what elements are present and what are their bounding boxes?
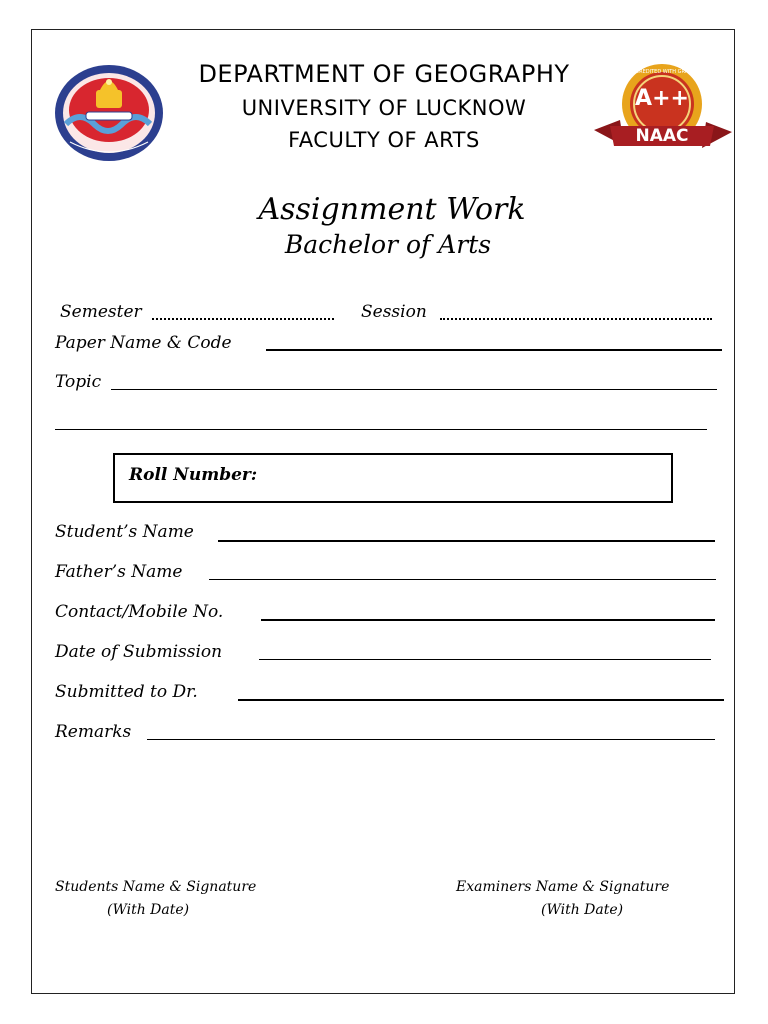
- semester-input-line[interactable]: [152, 318, 334, 320]
- contact-mobile-input-line[interactable]: [261, 619, 715, 621]
- naac-label-text: NAAC: [635, 126, 689, 146]
- university-title: UNIVERSITY OF LUCKNOW: [241, 96, 527, 120]
- examiner-signature-date: (With Date): [541, 902, 624, 918]
- fathers-name-label: Father’s Name: [55, 562, 183, 582]
- students-name-input-line[interactable]: [218, 540, 715, 542]
- semester-label: Semester: [60, 302, 142, 322]
- contact-mobile-label: Contact/Mobile No.: [55, 602, 224, 622]
- student-signature-label: Students Name & Signature: [55, 879, 257, 895]
- session-input-line[interactable]: [440, 318, 712, 320]
- roll-number-box[interactable]: [113, 453, 673, 503]
- topic-input-line[interactable]: [111, 389, 717, 390]
- examiner-signature-label: Examiners Name & Signature: [456, 879, 670, 895]
- student-signature-date: (With Date): [107, 902, 190, 918]
- date-of-submission-label: Date of Submission: [55, 642, 223, 662]
- paper-name-code-input-line[interactable]: [266, 349, 722, 351]
- students-name-label: Student’s Name: [55, 522, 194, 542]
- remarks-label: Remarks: [55, 722, 132, 742]
- date-of-submission-input-line[interactable]: [259, 659, 711, 660]
- department-title: DEPARTMENT OF GEOGRAPHY: [198, 60, 570, 88]
- remarks-input-line[interactable]: [147, 739, 715, 740]
- submitted-to-input-line[interactable]: [238, 699, 724, 701]
- naac-ring-text: ACCREDITED WITH GRADE: [628, 69, 696, 75]
- session-label: Session: [361, 302, 427, 322]
- degree-subtitle: Bachelor of Arts: [284, 230, 492, 259]
- faculty-title: FACULTY OF ARTS: [288, 128, 480, 152]
- roll-number-label: Roll Number:: [129, 465, 258, 485]
- page-border: [31, 29, 735, 994]
- paper-name-code-label: Paper Name & Code: [55, 333, 232, 353]
- topic-continuation-line[interactable]: [55, 429, 707, 430]
- submitted-to-label: Submitted to Dr.: [55, 682, 198, 702]
- assignment-title: Assignment Work: [258, 192, 526, 227]
- topic-label: Topic: [55, 372, 102, 392]
- naac-grade-text: A++: [635, 86, 689, 111]
- fathers-name-input-line[interactable]: [209, 579, 716, 580]
